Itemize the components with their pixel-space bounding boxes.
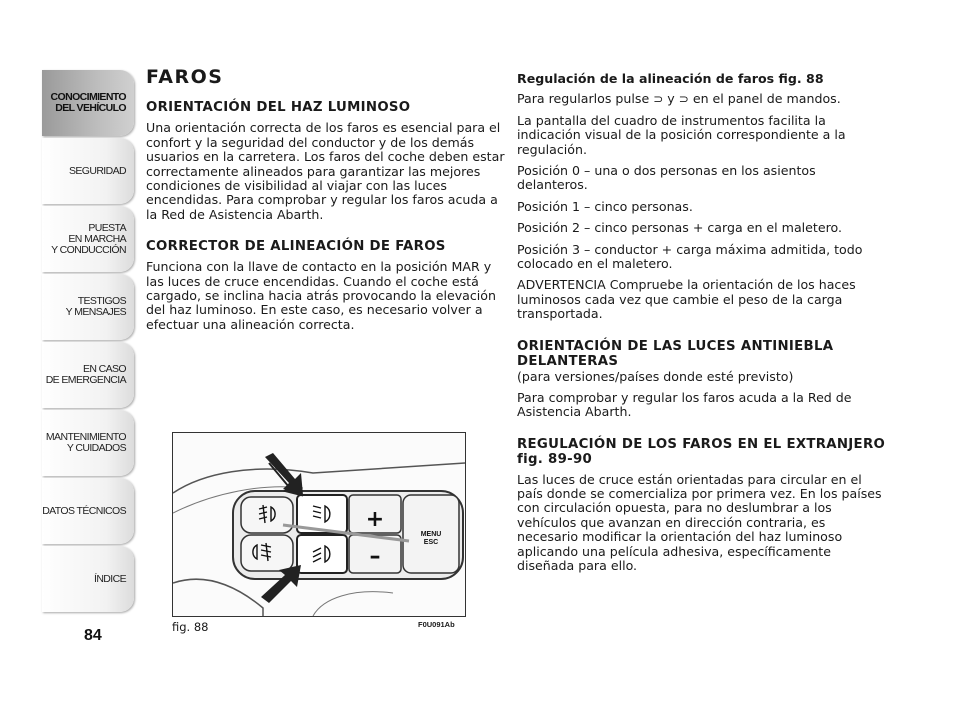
fog-light-button-left[interactable] bbox=[241, 497, 293, 533]
paragraph-extranjero: Las luces de cruce están orientadas para circular en el país donde se comercializa por primera vez. En los países con circulación opuesta, para no deslumbrar a los vehículos que avanzan en dirección contraria, es necesario modificar la orientación del haz luminoso aplicando una película adhesiva, específicamente diseñada para ello. bbox=[517, 471, 882, 573]
heading-orientacion-haz: ORIENTACIÓN DEL HAZ LUMINOSO bbox=[146, 100, 411, 116]
regularlos-text-c: en el panel de mandos. bbox=[688, 91, 841, 107]
heading-corrector: CORRECTOR DE ALINEACIÓN DE FAROS bbox=[146, 239, 446, 255]
tab-testigos-y-mensajes[interactable]: TESTIGOS Y MENSAJES bbox=[42, 274, 134, 340]
esc-label: ESC bbox=[423, 539, 439, 546]
paragraph-regularlos bbox=[517, 92, 887, 106]
tab-seguridad[interactable]: SEGURIDAD bbox=[42, 138, 134, 204]
menu-label: MENU bbox=[420, 531, 442, 538]
tab-en-caso-de-emergencia[interactable]: EN CASO DE EMERGENCIA bbox=[42, 342, 134, 408]
position-3: Posición 3 – conductor + carga máxima admitida, todo colocado en el maletero. bbox=[517, 241, 863, 272]
regularlos-text-a: Para regularlos pulse bbox=[517, 91, 654, 107]
heading-antiniebla bbox=[517, 339, 887, 385]
headlight-down-ref-icon: ⊃ bbox=[678, 92, 689, 107]
tab-puesta-en-marcha[interactable]: PUESTA EN MARCHA Y CONDUCCIÓN bbox=[42, 206, 134, 272]
figure-label: fig. 88 bbox=[172, 620, 209, 634]
figure-code: F0U091Ab bbox=[418, 620, 455, 629]
regularlos-text-b: y bbox=[663, 91, 679, 107]
beam-down-button[interactable] bbox=[297, 535, 347, 573]
chapter-sidebar bbox=[42, 70, 134, 614]
plus-label: + bbox=[365, 507, 385, 532]
tab-mantenimiento[interactable]: MANTENIMIENTO Y CUIDADOS bbox=[42, 410, 134, 476]
figure-control-panel bbox=[172, 432, 466, 617]
headlight-up-ref-icon: ⊃ bbox=[653, 92, 664, 107]
tab-indice[interactable]: ÍNDICE bbox=[42, 546, 134, 612]
minus-label: – bbox=[369, 544, 381, 569]
arrow-top-icon bbox=[265, 453, 303, 495]
heading-antiniebla-text: ORIENTACIÓN DE LAS LUCES ANTINIEBLA DELANTERAS bbox=[517, 338, 834, 369]
warning-paragraph: ADVERTENCIA Compruebe la orientación de los haces luminosos cada vez que cambie el peso de la carga transportada. bbox=[517, 277, 856, 322]
section-title: FAROS bbox=[146, 66, 224, 88]
heading-regulacion: Regulación de la alineación de faros fig. 88 bbox=[517, 71, 824, 86]
heading-antiniebla-sub: (para versiones/países donde esté previsto) bbox=[517, 368, 794, 384]
page-number: 84 bbox=[84, 627, 102, 644]
left-column bbox=[146, 66, 506, 339]
tab-datos-tecnicos[interactable]: DATOS TÉCNICOS bbox=[42, 478, 134, 544]
heading-extranjero: REGULACIÓN DE LOS FAROS EN EL EXTRANJERO fig. 89-90 bbox=[517, 436, 886, 467]
paragraph-pantalla: La pantalla del cuadro de instrumentos facilita la indicación visual de la posición correspondiente a la regulación. bbox=[517, 112, 846, 157]
position-1: Posición 1 – cinco personas. bbox=[517, 198, 693, 214]
paragraph-orientacion: Una orientación correcta de los faros es esencial para el confort y la seguridad del conductor y de los demás usuarios en la carretera. Los faros del coche deben estar correctamente alineados para garantizar las mejores condiciones de visibilidad al viajar con las luces encendidas. Para comprobar y regular los faros acuda a la Red de Asistencia Abarth. bbox=[146, 120, 505, 222]
position-0: Posición 0 – una o dos personas en los asientos delanteros. bbox=[517, 163, 816, 193]
paragraph-antiniebla: Para comprobar y regular los faros acuda a la Red de Asistencia Abarth. bbox=[517, 389, 852, 420]
paragraph-corrector: Funciona con la llave de contacto en la posición MAR y las luces de cruce encendidas. Cuando el coche está cargado, se inclina hacia atrás provocando la elevación del haz luminoso. En este caso, es necesario volver a efectuar una alineación correcta. bbox=[146, 259, 496, 332]
right-column bbox=[517, 72, 887, 580]
tab-conocimiento-del-vehiculo[interactable]: CONOCIMIENTO DEL VEHÍCULO bbox=[42, 70, 134, 136]
control-panel-illustration bbox=[173, 433, 465, 616]
position-2: Posición 2 – cinco personas + carga en el maletero. bbox=[517, 220, 842, 236]
